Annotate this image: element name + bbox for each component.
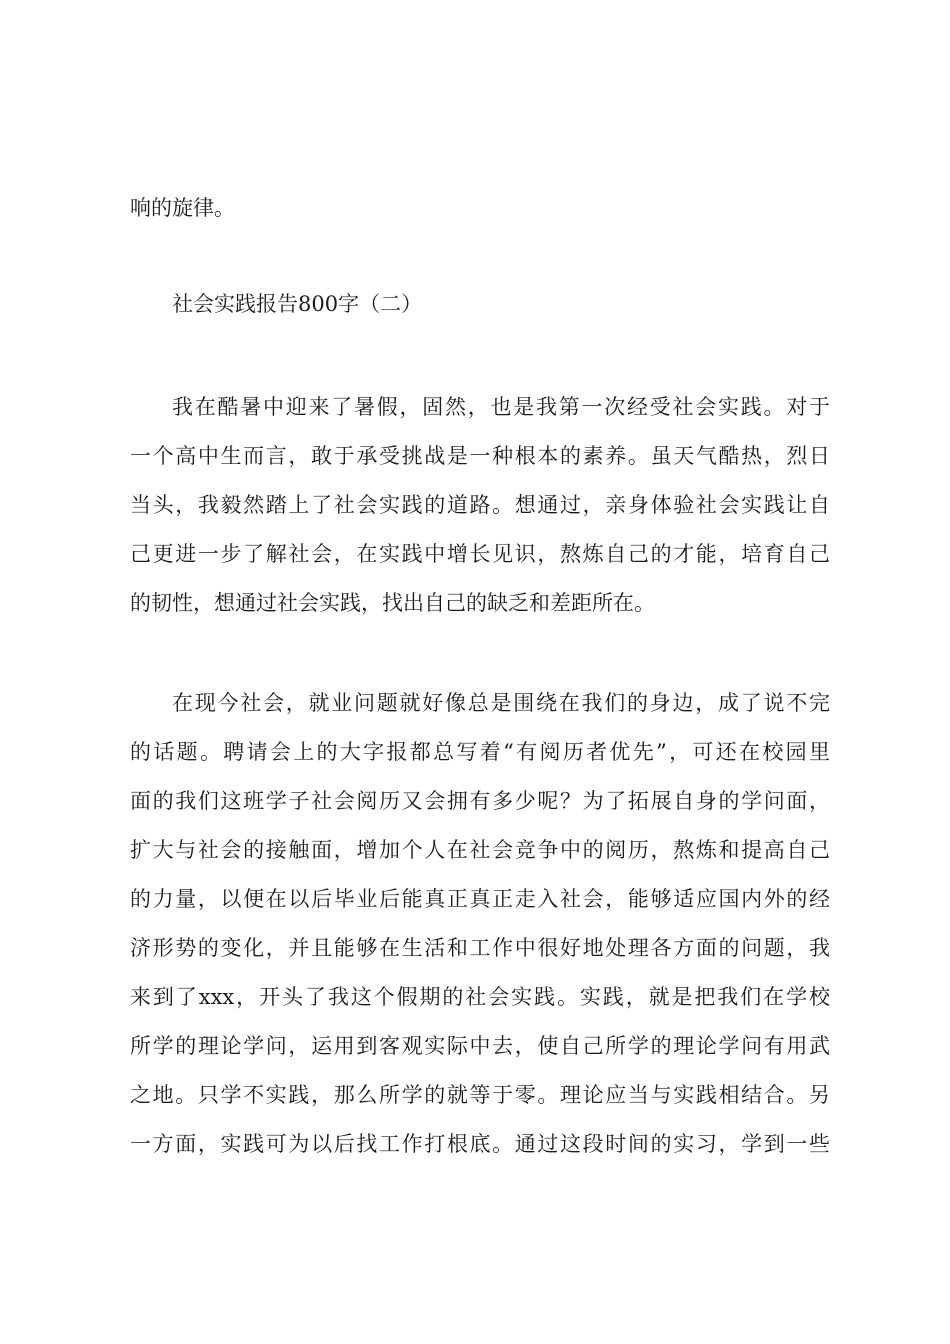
paragraph-line: 一个高中生而言，敢于承受挑战是一种根本的素养。虽天气酷热，烈日 bbox=[130, 444, 830, 468]
paragraph-line: 面的我们这班学子社会阅历又会拥有多少呢？为了拓展自身的学问面， bbox=[130, 789, 830, 813]
paragraph-line: 在现今社会，就业问题就好像总是围绕在我们的身边，成了说不完 bbox=[172, 691, 830, 715]
paragraph-line: 所学的理论学问，运用到客观实际中去，使自己所学的理论学问有用武 bbox=[130, 1034, 830, 1058]
paragraph-line: 来到了xxx，开头了我这个假期的社会实践。实践，就是把我们在学校 bbox=[130, 985, 830, 1009]
paragraph-line: 之地。只学不实践，那么所学的就等于零。理论应当与实践相结合。另 bbox=[130, 1083, 830, 1107]
paragraph-line: 己更进一步了解社会，在实践中增长见识，熬炼自己的才能，培育自己 bbox=[130, 542, 830, 566]
paragraph-line: 济形势的变化，并且能够在生活和工作中很好地处理各方面的问题，我 bbox=[130, 936, 830, 960]
continuation-line: 响的旋律。 bbox=[130, 196, 235, 220]
paragraph-line: 一方面，实践可为以后找工作打根底。通过这段时间的实习，学到一些 bbox=[130, 1132, 830, 1156]
paragraph-line: 扩大与社会的接触面，增加个人在社会竞争中的阅历，熬炼和提高自己 bbox=[130, 838, 830, 862]
section-heading: 社会实践报告800字（二） bbox=[172, 292, 423, 316]
paragraph-line: 的韧性，想通过社会实践，找出自己的缺乏和差距所在。 bbox=[130, 591, 655, 615]
paragraph-line: 的力量，以便在以后毕业后能真正真正走入社会，能够适应国内外的经 bbox=[130, 887, 830, 911]
paragraph-line: 当头，我毅然踏上了社会实践的道路。想通过，亲身体验社会实践让自 bbox=[130, 493, 830, 517]
paragraph-line: 的话题。聘请会上的大字报都总写着“有阅历者优先”，可还在校园里 bbox=[130, 740, 830, 764]
paragraph-line: 我在酷暑中迎来了暑假，固然，也是我第一次经受社会实践。对于 bbox=[172, 395, 830, 419]
